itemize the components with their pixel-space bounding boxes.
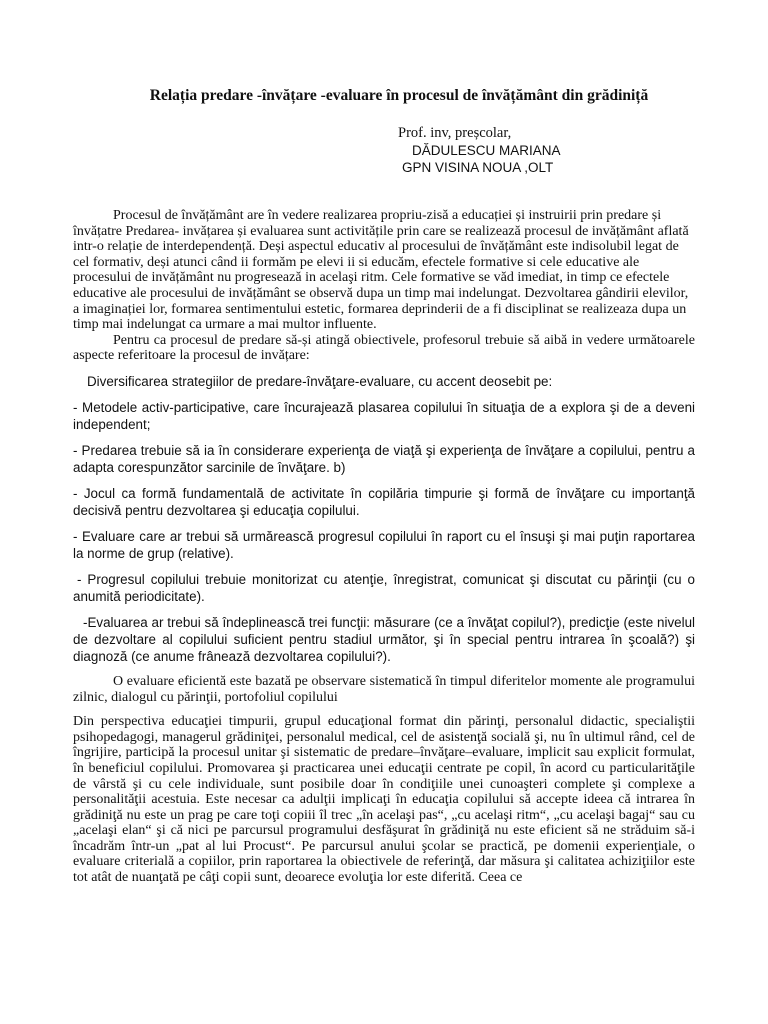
paragraph-evaluare-eficienta: O evaluare eficientă este bazată pe observare sistematică în timpul diferitelor momente ale programului zilnic, dialogul cu părinţii, portofoliul copilului xyxy=(73,673,695,705)
author-name: DĂDULESCU MARIANA xyxy=(412,143,561,158)
list-item-functii: -Evaluarea ar trebui să îndeplinească trei funcţii: măsurare (ce a învăţat copilul?), predicţie (este nivelul de dezvoltare al copilului suficient pentru stadiul următor, şi în special pentru intrarea în şcoală?) şi diagnoză (ce anume frânează dezvoltarea copilului?). xyxy=(73,614,695,664)
list-item-predarea: - Predarea trebuie să ia în considerare experienţa de viaţă şi experienţa de învăţare a copilului, pentru a adapta corespunzător sarcinile de învăţare. b) xyxy=(73,442,695,475)
paragraph-diversificarea: Diversificarea strategiilor de predare-învăţare-evaluare, cu accent deosebit pe: xyxy=(87,373,553,389)
list-item-jocul: - Jocul ca formă fundamentală de activitate în copilăria timpurie şi formă de învăţare cu importanţă decisivă pentru dezvoltarea şi educaţia copilului. xyxy=(73,485,695,518)
author-block xyxy=(398,125,561,176)
list-item-evaluare: - Evaluare care ar trebui să urmărească progresul copilului în raport cu el însuşi şi mai puţin raportarea la norme de grup (relative). xyxy=(73,528,695,561)
list-item-metodele: - Metodele activ-participative, care încurajează plasarea copilului în situaţia de a explora şi de a deveni independent; xyxy=(73,399,695,432)
paragraph-intro: Procesul de învățământ are în vedere realizarea propriu-zisă a educației și instruirii prin predare și învățatre Predarea- invățarea și evaluarea sunt activitățile prin care se realizează procesul de invățământ aflată intr-o relație de interdependență. Deși aspectul educativ al procesului de învățământ este indisolubil legat de cel formativ, deși atunci când ii formăm pe elevi ii si educăm, efectele formative si cele educative ale procesului de invățământ nu progresează in acelaşi ritm. Cele formative se văd imediat, in timp ce efectele educative ale procesului de invățământ se observă dupa un timp mai indelungat. Dezvoltarea gândirii elevilor, a imaginației lor, formarea sentimentului estetic, formarea deprinderii de a fi disciplinat se realizeaza dupa un timp mai indelungat ca urmare a mai multor influente. xyxy=(73,208,689,333)
paragraph-predare-objectives: Pentru ca procesul de predare să-și atingă obiectivele, profesorul trebuie să aibă in vedere următoarele aspecte referitoare la procesul de invățare: xyxy=(73,332,695,364)
author-school: GPN VISINA NOUA ,OLT xyxy=(402,160,554,175)
document-title: Relația predare -învățare -evaluare în procesul de învățământ din grădiniță xyxy=(149,87,649,104)
document-body xyxy=(73,208,695,886)
paragraph-perspectiva: Din perspectiva educaţiei timpurii, grupul educaţional format din părinţi, personalul didactic, specialiştii psihopedagogi, managerul grădiniţei, personalul medical, cel de asistenţă socială şi, nu în ultimul rând, cel de îngrijire, participă la procesul unitar şi sistematic de predare–învăţare–evaluare, implicit sau explicit formulat, în beneficiul copilului. Promovarea şi practicarea unei educaţii centrate pe copil, în acord cu particularităţile de vârstă şi cu cele individuale, sunt posibile doar în condiţiile unei cunoaşteri complete şi complexe a personalităţii acestuia. Este necesar ca adulţii implicaţi în educaţia copilului să accepte ideea că intrarea în grădiniţă nu este un prag pe care toţi copiii îl trec „în acelaşi pas“, „cu acelaşi ritm“, „cu acelaşi bagaj“ sau cu „acelaşi elan“ şi că nici pe parcursul programului desfăşurat în grădiniţă nu este eficient să ne străduim să-i încadrăm într-un „pat al lui Procust“. Pe parcursul anului şcolar se practică, pe domenii experienţiale, o evaluare criterială a copiilor, prin raportarea la obiectivele de referinţă, dar măsura şi calitatea achiziţiilor este tot atât de nuanţată pe câţi copii sunt, deoarece evoluţia lor este diferită. Ceea ce xyxy=(73,714,695,886)
list-item-progresul: - Progresul copilului trebuie monitorizat cu atenţie, înregistrat, comunicat şi discutat cu părinţii (cu o anumită periodicitate). xyxy=(73,571,695,604)
author-role: Prof. inv, preșcolar, xyxy=(398,125,512,141)
